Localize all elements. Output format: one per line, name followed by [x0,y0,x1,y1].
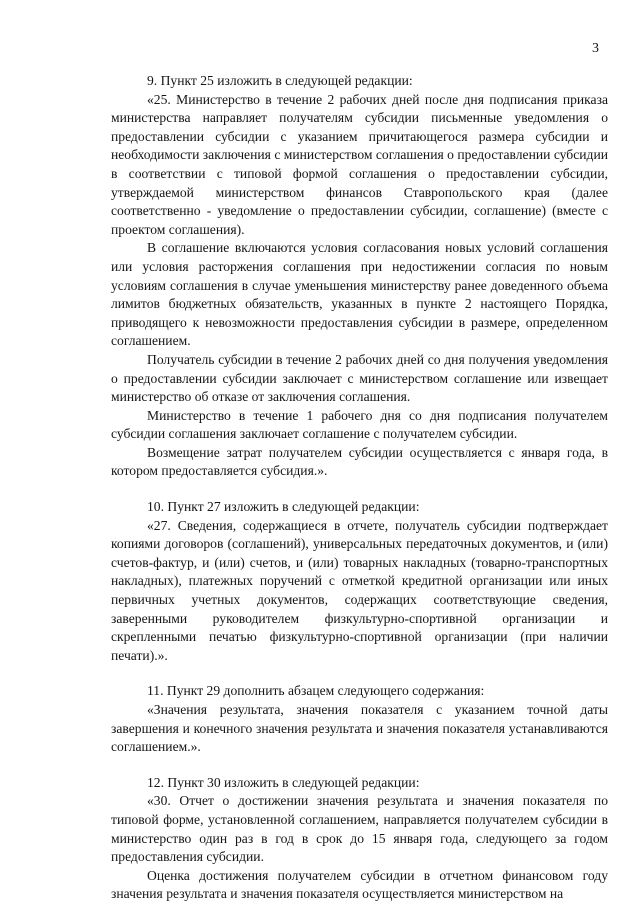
section-item-9 [111,72,608,481]
page-number: 3 [592,41,599,56]
section-heading: 12. Пункт 30 изложить в следующей редакции: [147,774,420,790]
section-heading: 11. Пункт 29 дополнить абзацем следующего содержания: [147,683,485,699]
paragraph: Получатель субсидии в течение 2 рабочих дней со дня получения уведомления о предоставлении субсидии заключает с министерством соглашение или извещает министерство об отказе от заключения соглашения. [111,351,608,405]
paragraph: Министерство в течение 1 рабочего дня со дня подписания получателем субсидии соглашения заключает соглашение с получателем субсидии. [111,407,608,442]
section-heading: 9. Пункт 25 изложить в следующей редакции: [147,73,413,88]
paragraph: Оценка достижения получателем субсидии в отчетном финансовом году значения результата и значения показателя осуществляется министерством на [111,867,608,902]
section-item-12 [111,774,608,904]
document-body [111,72,608,904]
paragraph: «30. Отчет о достижении значения результата и значения показателя по типовой форме, установленной соглашением, направляется получателем субсидии в министерство один раз в год в срок до 15 января года, следующего за годом предоставления субсидии. [111,793,608,865]
paragraph: Возмещение затрат получателем субсидии осуществляется с января года, в котором предоставляется субсидия.». [111,444,608,479]
section-item-11 [111,682,608,756]
paragraph: «Значения результата, значения показателя с указанием точной даты завершения и конечного значения результата и значения показателя устанавливаются соглашением.». [111,702,608,755]
section-heading: 10. Пункт 27 изложить в следующей редакции: [147,499,420,515]
paragraph: В соглашение включаются условия согласования новых условий соглашения или условия расторжения соглашения при недостижении согласия по новым условиям соглашения в случае уменьшения министерству ранее доведенного объема лимитов бюджетных обязательств, указанных в пункте 2 настоящего Порядка, приводящего к невозможности предоставления субсидии в размере, определенном соглашением. [111,240,608,349]
paragraph: «27. Сведения, содержащиеся в отчете, получатель субсидии подтверждает копиями договоров (соглашений), универсальных передаточных документов, и (или) счетов-фактур, и (или) счетов, и (или) товарных накладных (товарно-транспортных накладных), платежных поручений с отметкой кредитной организации или иных первичных учетных документов, содержащих соответствующие сведения, заверенными руководителем физкультурно-спортивной организации и скрепленными печатью физкультурно-спортивной организации (при наличии печати).». [111,517,608,663]
paragraph: «25. Министерство в течение 2 рабочих дней после дня подписания приказа министерства направляет получателям субсидии письменные уведомления о предоставлении субсидии с указанием причитающегося размера субсидии и необходимости заключения с министерством соглашения о предоставлении субсидии в соответствии с типовой формой соглашения о предоставлении субсидии, утверждаемой министерством финансов Ставропольского края (далее соответственно - уведомление о предоставлении субсидии, соглашение) (вместе с проектом соглашения). [111,91,608,237]
section-item-10 [111,498,608,665]
